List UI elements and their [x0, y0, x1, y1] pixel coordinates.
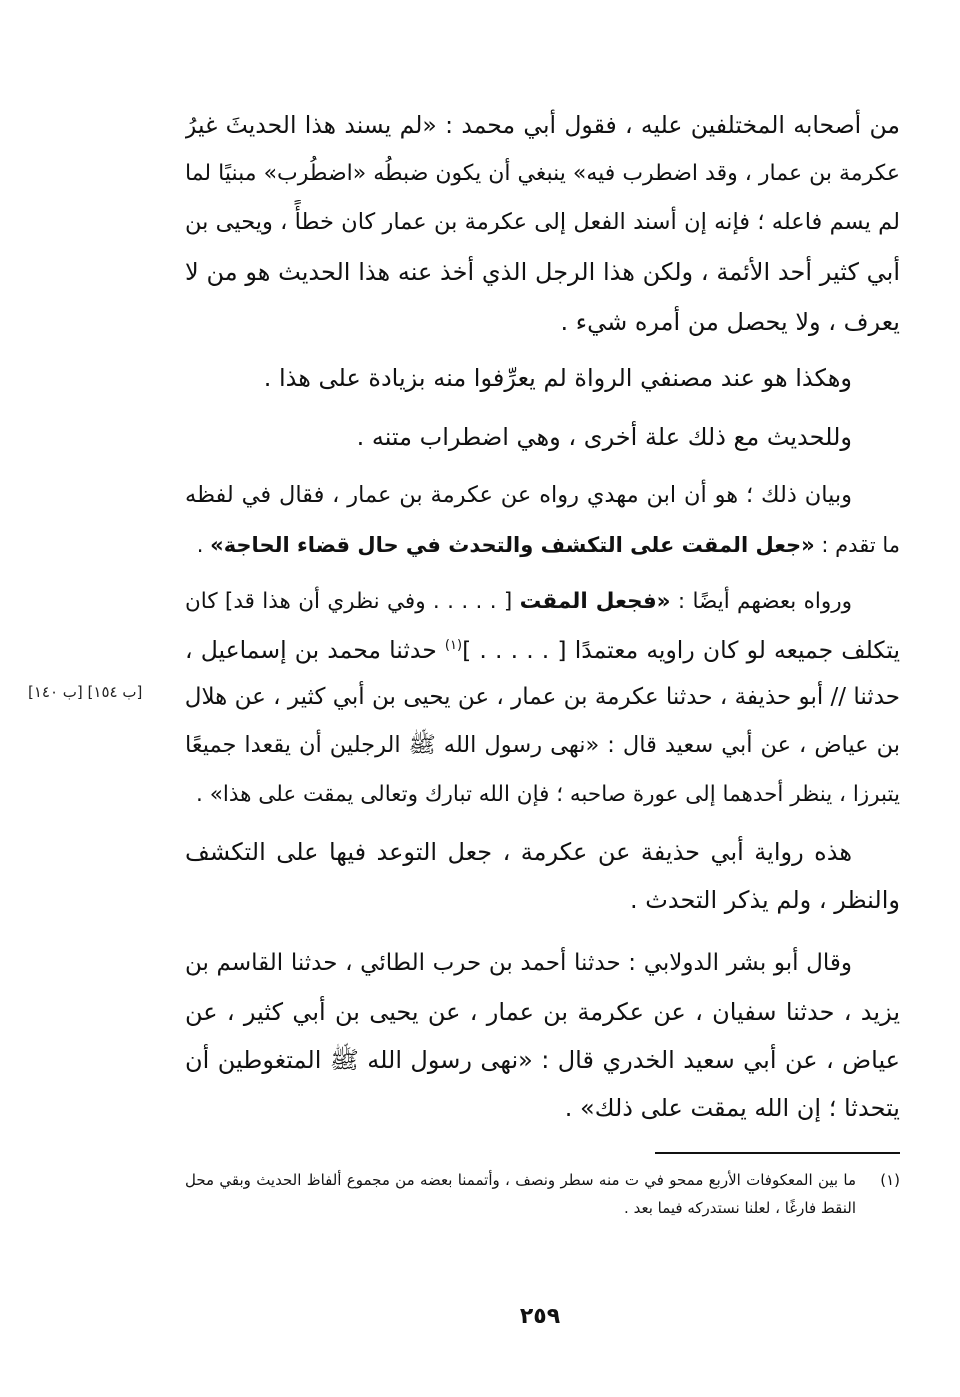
margin-folio-reference: [١٤٠ ب] [١٥٤ ب] — [28, 683, 143, 701]
text-line — [185, 628, 900, 672]
text-line: بن عياض ، عن أبي سعيد قال : «نهى رسول الله ﷺ الرجلين أن يقعدا جميعًا — [185, 732, 900, 758]
text-line: وبيان ذلك ؛ هو أن ابن مهدي رواه عن عكرمة بن عمار ، فقال في لفظه — [185, 482, 852, 508]
text-segment: ورواه بعضهم أيضًا : — [670, 589, 852, 614]
text-line: أبي كثير أحد الأئمة ، ولكن هذا الرجل الذي أخذ عنه هذا الحديث هو من لا — [185, 258, 900, 286]
text-segment: . — [196, 533, 211, 557]
text-segment: ما تقدم : — [814, 533, 900, 557]
text-line: يتبرزا ، ينظر أحدهما إلى عورة صاحبه ؛ فإن الله تبارك وتعالى يمقت على هذا» . — [196, 782, 900, 807]
text-line: وللحديث مع ذلك علة أخرى ، وهي اضطراب متنه . — [356, 423, 852, 451]
footnote-marker: (١) — [880, 1171, 900, 1189]
text-segment: حدثنا محمد بن إسماعيل ، — [185, 636, 445, 664]
text-line: يعرف ، ولا يحصل من أمره شيء . — [560, 308, 900, 336]
footnote-line: النقط فارغًا ، لعلنا نستدركه فيما بعد . — [624, 1199, 856, 1217]
text-line: من أصحابه المختلفين عليه ، فقول أبي محمد : «لم يسند هذا الحديثَ غيرُ — [185, 111, 900, 139]
footnote-ref: (١) — [444, 638, 463, 654]
text-line: عكرمة بن عمار ، وقد اضطرب فيه» ينبغي أن يكون ضبطُه «اضطُرب» مبنيًا لما — [185, 161, 900, 186]
text-line: حدثنا // أبو حذيفة ، حدثنا عكرمة بن عمار ، عن يحيى بن أبي كثير ، عن هلال — [185, 684, 900, 710]
text-line: لم يسم فاعله ؛ فإنه إن أسند الفعل إلى عكرمة بن عمار كان خطأً ، ويحيى بن — [185, 209, 900, 235]
text-line: يتحدثا ؛ إن الله يمقت على ذلك» . — [564, 1094, 900, 1122]
quoted-hadith-bold: «جعل المقت على التكشف والتحدث في حال قضاء الحاجة» — [210, 533, 815, 557]
text-line: هذه رواية أبي حذيفة عن عكرمة ، جعل التوعد فيها على التكشف — [185, 838, 852, 866]
footnote-separator — [655, 1152, 900, 1154]
text-line — [185, 580, 852, 624]
text-line: يزيد ، حدثنا سفيان ، عن عكرمة بن عمار ، عن يحيى بن أبي كثير ، عن — [185, 998, 900, 1026]
text-segment: [ . . . . . وفي نظري أن هذا قد] كان — [185, 589, 520, 614]
text-line: وقال أبو بشر الدولابي : حدثنا أحمد بن حرب الطائي ، حدثنا القاسم بن — [185, 950, 852, 976]
text-segment: يتكلف جميعه لو كان راويه معتمدًا [ . . . . . ] — [462, 636, 900, 664]
text-line: عياض ، عن أبي سعيد الخدري قال : «نهى رسول الله ﷺ المتغوطين أن — [185, 1046, 900, 1074]
footnote-line: ما بين المعكوفات الأربع ممحو في ت منه سطر ونصف ، وأتممنا بعضه من مجموع ألفاظ الحديث وبقي محل — [185, 1171, 856, 1189]
text-line: وهكذا هو عند مصنفي الرواة لم يعرِّفوا منه بزيادة على هذا . — [263, 364, 852, 392]
text-line — [185, 523, 900, 567]
text-line: والنظر ، ولم يذكر التحدث . — [630, 886, 900, 914]
quoted-hadith-bold: «فجعل المقت — [519, 589, 671, 614]
page-number: ٢٥٩ — [519, 1304, 561, 1329]
